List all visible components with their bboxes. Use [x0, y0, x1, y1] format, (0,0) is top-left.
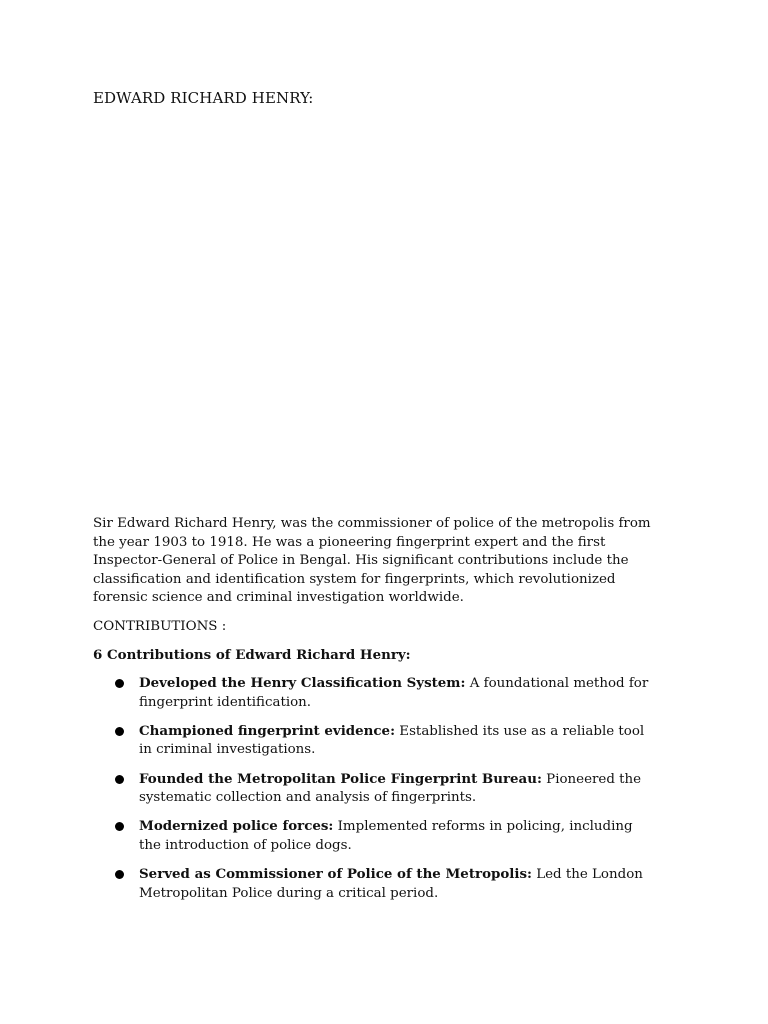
- list-item: [111, 770, 651, 808]
- list-item: [111, 722, 651, 760]
- bullet-icon: [115, 727, 124, 736]
- item-title: Developed the Henry Classification System:: [139, 675, 466, 691]
- item-text: Implemented reforms in policing, including the introduction of police dogs.: [139, 819, 633, 853]
- bullet-icon: [115, 679, 124, 688]
- intro-paragraph: Sir Edward Richard Henry, was the commissioner of police of the metropolis from the year 1903 to 1918. He was a pioneering fingerprint expert and the first Inspector-General of Police in Bengal. His significant contributions include the classification and identification system for fingerprints, which revolutionized forensic science and criminal investigation worldwide.: [93, 516, 651, 606]
- item-title: Served as Commissioner of Police of the Metropolis:: [139, 866, 532, 883]
- bullet-icon: [115, 822, 124, 831]
- image-placeholder: [93, 125, 673, 505]
- item-title: Championed fingerprint evidence:: [139, 722, 396, 739]
- item-text: Led the London Metropolitan Police during a critical period.: [139, 867, 643, 901]
- contributions-heading: 6 Contributions of Edward Richard Henry:: [93, 647, 411, 663]
- list-item: [111, 817, 651, 855]
- item-text: Established its use as a reliable tool in criminal investigations.: [139, 723, 645, 758]
- item-text: A foundational method for fingerprint identification.: [139, 676, 649, 710]
- item-title: Modernized police forces:: [139, 818, 334, 835]
- contributions-list: [111, 674, 651, 913]
- contributions-label: CONTRIBUTIONS :: [93, 619, 227, 634]
- list-item: [111, 865, 651, 903]
- bullet-icon: [115, 775, 124, 784]
- bullet-icon: [115, 870, 124, 879]
- list-item: [111, 674, 651, 712]
- item-text: Pioneered the systematic collection and analysis of fingerprints.: [139, 771, 642, 806]
- item-title: Founded the Metropolitan Police Fingerprint Bureau:: [139, 770, 542, 787]
- page-title: EDWARD RICHARD HENRY:: [93, 89, 314, 107]
